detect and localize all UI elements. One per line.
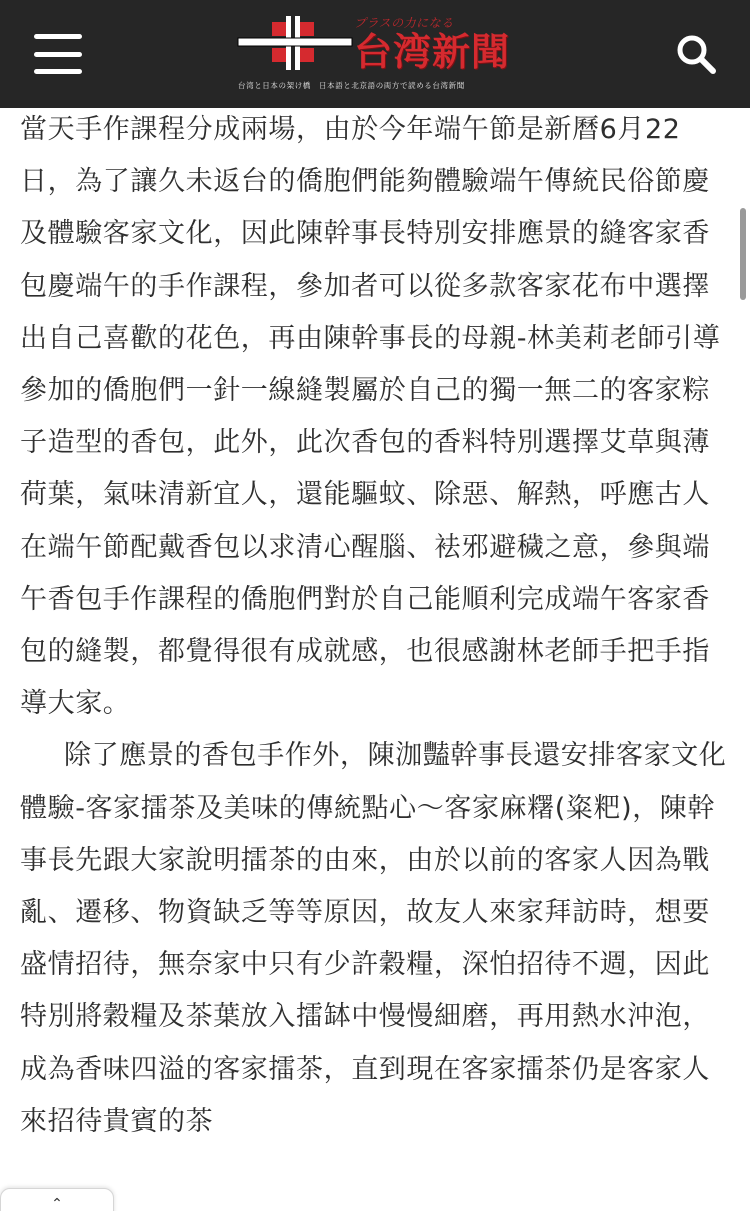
article-paragraph: 當天手作課程分成兩場，由於今年端午節是新曆6月22日，為了讓久未返台的僑胞們能夠體驗端午傳統民俗節慶及體驗客家文化，因此陳幹事長特別安排應景的縫客家香包慶端午的手作課程，參加者可以從多款客家花布中選擇出自己喜歡的花色，再由陳幹事長的母親-林美莉老師引導參加的僑胞們一針一線縫製屬於自己的獨一無二的客家粽子造型的香包，此外，此次香包的香料特別選擇艾草與薄荷葉，氣味清新宜人，還能驅蚊、除惡、解熱，呼應古人在端午節配戴香包以求清心醒腦、袪邪避穢之意，參與端午香包手作課程的僑胞們對於自己能順利完成端午客家香包的縫製，都覺得很有成就感，也很感謝林老師手把手指導大家。 (20, 114, 721, 720)
back-to-top-button[interactable] (0, 1188, 114, 1211)
logo-tagline: プラスの力になる (354, 16, 454, 30)
scrollbar-thumb[interactable] (740, 208, 746, 300)
site-header (0, 0, 750, 108)
article-body (20, 104, 730, 1148)
chevron-up-icon: ⌃ (51, 1196, 63, 1211)
logo-name: 台湾新聞 (354, 29, 511, 74)
search-icon[interactable] (672, 30, 720, 78)
logo-cross-emblem-icon (236, 14, 354, 76)
article-paragraph: 除了應景的香包手作外，陳泇豔幹事長還安排客家文化體驗-客家擂茶及美味的傳統點心～客家麻糬(粢粑)，陳幹事長先跟大家說明擂茶的由來，由於以前的客家人因為戰亂、遷移、物資缺乏等等原因，故友人來家拜訪時，想要盛情招待，無奈家中只有少許穀糧，深怕招待不週，因此特別將穀糧及茶葉放入擂缽中慢慢細磨，再用熱水沖泡，成為香味四溢的客家擂茶，直到現在客家擂茶仍是客家人來招待貴賓的茶 (20, 740, 727, 1137)
hamburger-menu-icon[interactable] (34, 34, 82, 74)
logo-subtitle: 台湾と日本の架け橋 日本語と北京語の両方で読める台湾新聞 (238, 81, 465, 90)
site-logo[interactable] (236, 14, 516, 94)
